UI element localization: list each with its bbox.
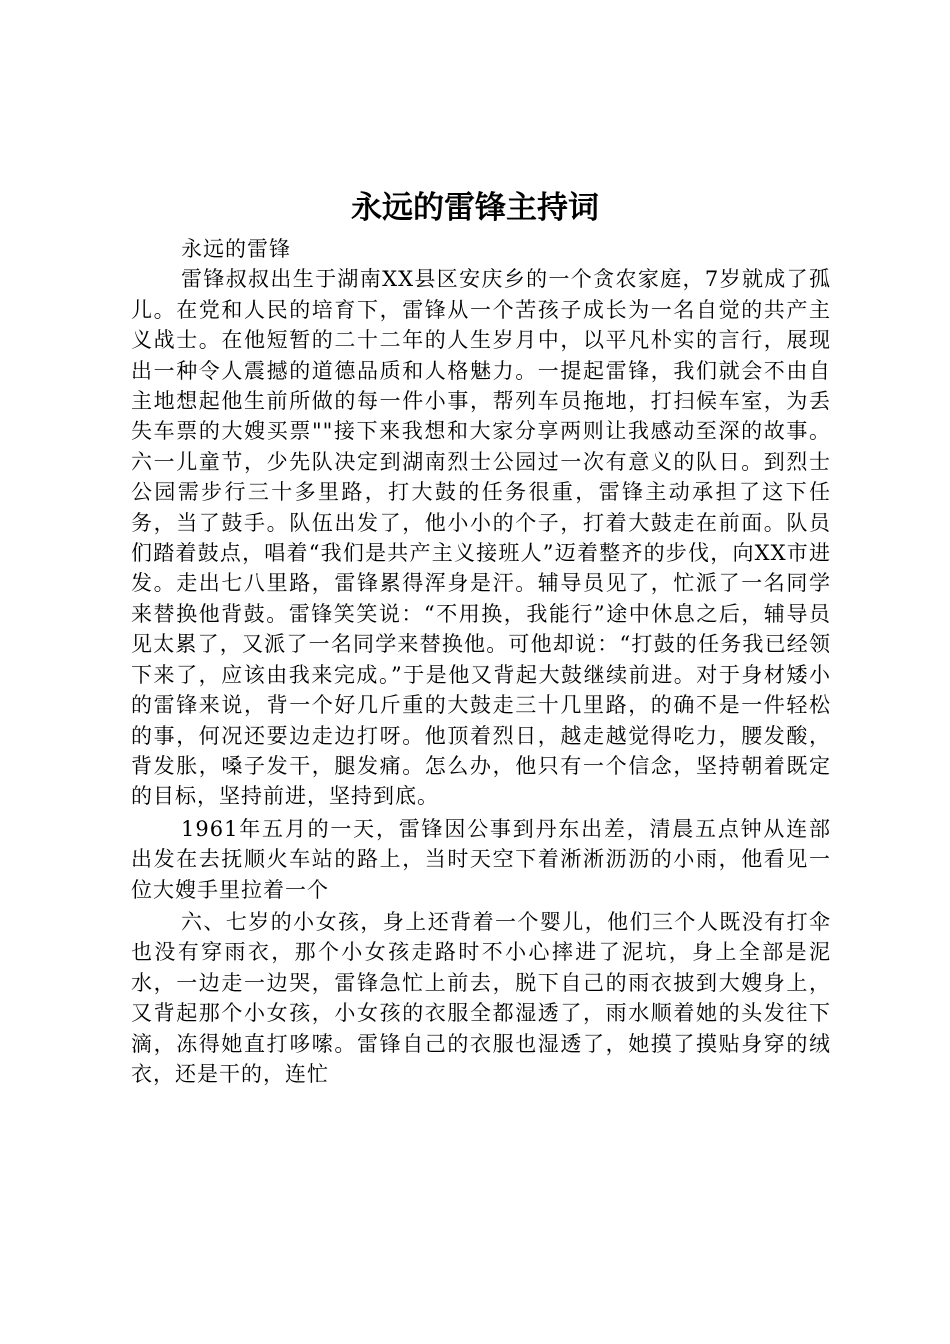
document-title: 永远的雷锋主持词 [351,190,599,226]
paragraph-story-two-continued: 六、七岁的小女孩，身上还背着一个婴儿，他们三个人既没有打伞也没有穿雨衣，那个小女孩走路时不小心摔进了泥坑，身上全部是泥水，一边走一边哭，雷锋急忙上前去，脱下自己的雨衣披到大嫂身上，又背起那个小女孩，小女孩的衣服全都湿透了，雨水顺着她的头发往下滴，冻得她直打哆嗦。雷锋自己的衣服也湿透了，她摸了摸贴身穿的绒衣，还是干的，连忙 [131,909,831,1086]
paragraph-story-two-intro: 1961年五月的一天，雷锋因公事到丹东出差，清晨五点钟从连部出发在去抚顺火车站的路上，当时天空下着淅淅沥沥的小雨，他看见一位大嫂手里拉着一个 [131,816,831,902]
document-body [131,234,831,1089]
paragraph-story-one: 雷锋叔叔出生于湖南XX县区安庆乡的一个贪农家庭，7岁就成了孤儿。在党和人民的培育下，雷锋从一个苦孩子成长为一名自觉的共产主义战士。在他短暂的二十二年的人生岁月中，以平凡朴实的言行，展现出一种令人震撼的道德品质和人格魅力。一提起雷锋，我们就会不由自主地想起他生前所做的每一件小事，帮列车员拖地，打扫候车室，为丢失车票的大嫂买票""接下来我想和大家分享两则让我感动至深的故事。六一儿童节，少先队决定到湖南烈士公园过一次有意义的队日。到烈士公园需步行三十多里路，打大鼓的任务很重，雷锋主动承担了这下任务，当了鼓手。队伍出发了，他小小的个子，打着大鼓走在前面。队员们踏着鼓点，唱着“我们是共产主义接班人”迈着整齐的步伐，向XX市进发。走出七八里路，雷锋累得浑身是汗。辅导员见了，忙派了一名同学来替换他背鼓。雷锋笑笑说：“不用换，我能行”途中休息之后，辅导员见太累了，又派了一名同学来替换他。可他却说：“打鼓的任务我已经领下来了，应该由我来完成。”于是他又背起大鼓继续前进。对于身材矮小的雷锋来说，背一个好几斤重的大鼓走三十几里路，的确不是一件轻松的事，何况还要边走边打呀。他顶着烈日，越走越觉得吃力，腰发酸，背发胀，嗓子发干，腿发痛。怎么办，他只有一个信念，坚持朝着既定的目标，坚持前进，坚持到底。 [131,267,831,809]
paragraph-subtitle: 永远的雷锋 [181,237,291,261]
